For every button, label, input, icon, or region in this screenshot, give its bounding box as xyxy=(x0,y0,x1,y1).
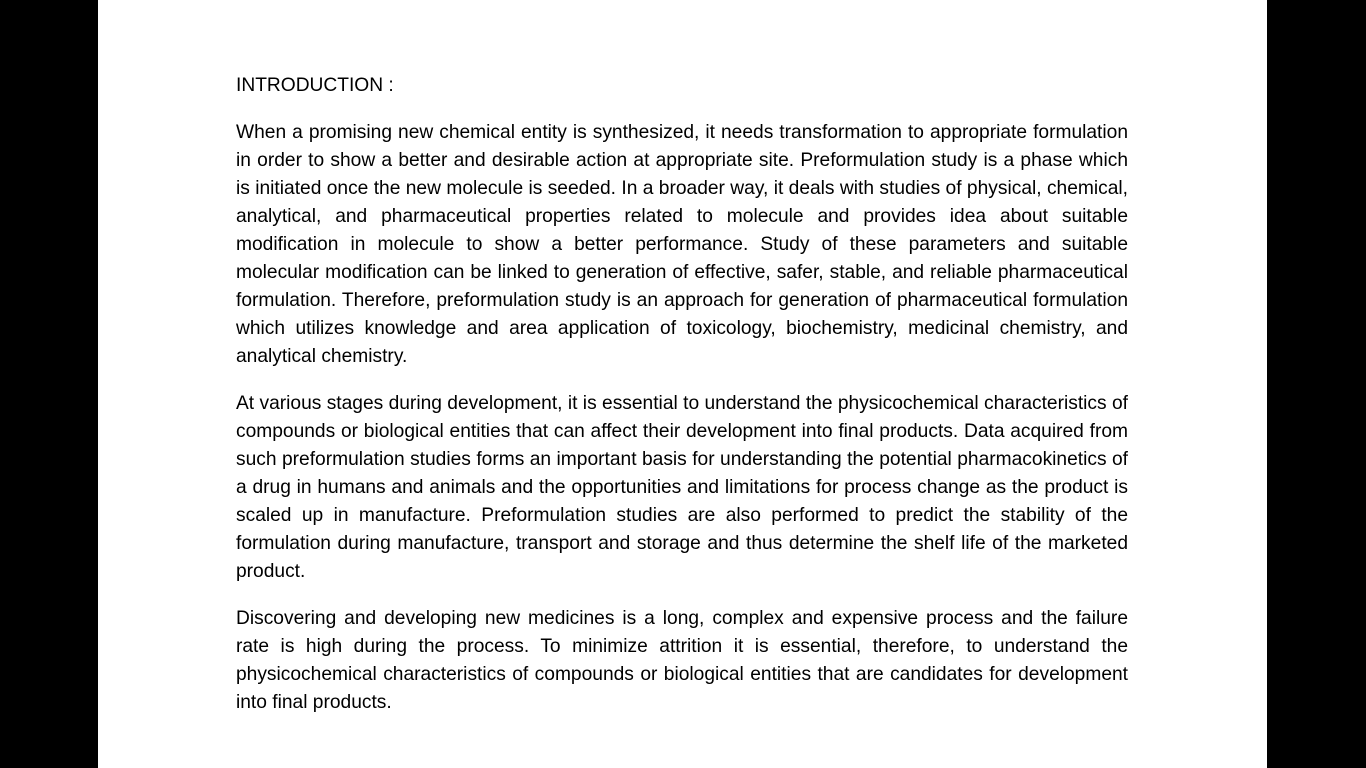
page-content xyxy=(236,72,1128,736)
section-heading: INTRODUCTION : xyxy=(236,75,394,96)
paragraph-drug-discovery: Discovering and developing new medicines is a long, complex and expensive process and the failure rate is high during the process. To minimize attrition it is essential, therefore, to understand the physicochemical characteristics of compounds or biological entities that are candidates for development into final products. xyxy=(236,608,1128,713)
paragraph-preformulation-overview: When a promising new chemical entity is synthesized, it needs transformation to appropriate formulation in order to show a better and desirable action at appropriate site. Preformulation study is a phase which is initiated once the new molecule is seeded. In a broader way, it deals with studies of physical, chemical, analytical, and pharmaceutical properties related to molecule and provides idea about suitable modification in molecule to show a better performance. Study of these parameters and suitable molecular modification can be linked to generation of effective, safer, stable, and reliable pharmaceutical formulation. Therefore, preformulation study is an approach for generation of pharmaceutical formulation which utilizes knowledge and area application of toxicology, biochemistry, medicinal chemistry, and analytical chemistry. xyxy=(236,122,1128,367)
document-page xyxy=(98,0,1267,768)
paragraph-development-stages: At various stages during development, it is essential to understand the physicochemical characteristics of compounds or biological entities that can affect their development into final products. Data acquired from such preformulation studies forms an important basis for understanding the potential pharmacokinetics of a drug in humans and animals and the opportunities and limitations for process change as the product is scaled up in manufacture. Preformulation studies are also performed to predict the stability of the formulation during manufacture, transport and storage and thus determine the shelf life of the marketed product. xyxy=(236,393,1128,582)
